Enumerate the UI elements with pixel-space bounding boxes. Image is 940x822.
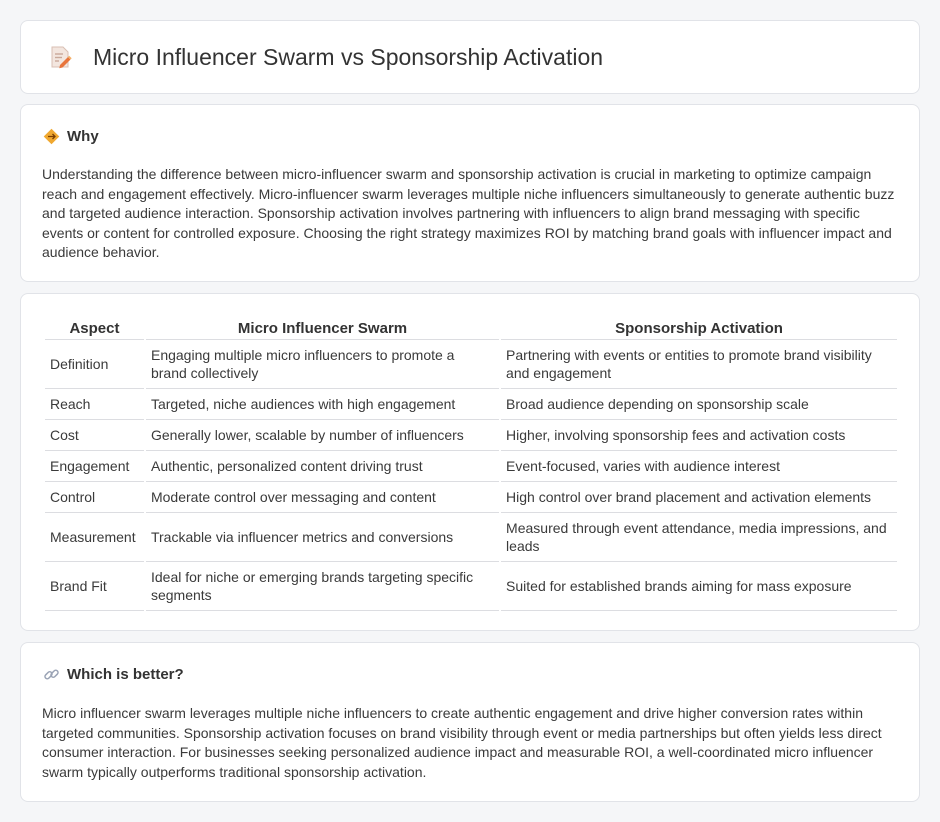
link-icon bbox=[43, 666, 60, 683]
diamond-arrows-icon bbox=[43, 128, 60, 145]
better-heading-label: Which is better? bbox=[67, 666, 184, 683]
aspect-cell: Cost bbox=[45, 420, 144, 451]
swarm-cell: Trackable via influencer metrics and conversions bbox=[146, 513, 499, 562]
swarm-cell: Targeted, niche audiences with high engagement bbox=[146, 389, 499, 420]
table-row bbox=[45, 451, 897, 482]
better-heading bbox=[43, 666, 184, 683]
swarm-cell: Ideal for niche or emerging brands targeting specific segments bbox=[146, 562, 499, 611]
aspect-cell: Control bbox=[45, 482, 144, 513]
sponsorship-cell: Measured through event attendance, media impressions, and leads bbox=[501, 513, 897, 562]
why-heading bbox=[43, 128, 99, 145]
table-row bbox=[45, 340, 897, 389]
aspect-cell: Engagement bbox=[45, 451, 144, 482]
aspect-cell: Brand Fit bbox=[45, 562, 144, 611]
why-text: Understanding the difference between micro-influencer swarm and sponsorship activation is crucial in marketing to optimize campaign reach and engagement effectively. Micro-influencer swarm leverages multiple niche influencers simultaneously to generate authentic buzz and targeted audience interaction. Sponsorship activation involves partnering with influencers to align brand messaging with specific events or content for controlled exposure. Choosing the right strategy maximizes ROI by matching brand goals with influencer impact and audience behavior. bbox=[42, 166, 895, 260]
aspect-cell: Measurement bbox=[45, 513, 144, 562]
comparison-table-card bbox=[20, 293, 920, 631]
swarm-cell: Moderate control over messaging and content bbox=[146, 482, 499, 513]
which-is-better-section bbox=[20, 642, 920, 802]
swarm-cell: Engaging multiple micro influencers to promote a brand collectively bbox=[146, 340, 499, 389]
sponsorship-cell: High control over brand placement and activation elements bbox=[501, 482, 897, 513]
sponsorship-cell: Broad audience depending on sponsorship scale bbox=[501, 389, 897, 420]
table-row bbox=[45, 562, 897, 611]
swarm-cell: Authentic, personalized content driving trust bbox=[146, 451, 499, 482]
title-card bbox=[20, 20, 920, 94]
why-heading-label: Why bbox=[67, 128, 99, 145]
sponsorship-cell: Suited for established brands aiming for mass exposure bbox=[501, 562, 897, 611]
comparison-table bbox=[43, 314, 899, 611]
sponsorship-cell: Event-focused, varies with audience interest bbox=[501, 451, 897, 482]
header-aspect: Aspect bbox=[45, 314, 144, 340]
document-pencil-icon bbox=[47, 44, 73, 70]
header-sponsorship-activation: Sponsorship Activation bbox=[501, 314, 897, 340]
aspect-cell: Definition bbox=[45, 340, 144, 389]
aspect-cell: Reach bbox=[45, 389, 144, 420]
sponsorship-cell: Higher, involving sponsorship fees and activation costs bbox=[501, 420, 897, 451]
table-row bbox=[45, 482, 897, 513]
table-row bbox=[45, 420, 897, 451]
page-title: Micro Influencer Swarm vs Sponsorship Activation bbox=[93, 43, 604, 70]
why-section bbox=[20, 104, 920, 282]
table-header-row bbox=[45, 314, 897, 340]
header-micro-influencer-swarm: Micro Influencer Swarm bbox=[146, 314, 499, 340]
better-text: Micro influencer swarm leverages multiple niche influencers to create authentic engagement and drive higher conversion rates within targeted communities. Sponsorship activation focuses on brand visibility through event or media partnerships but often yields less direct consumer interaction. For businesses seeking personalized audience impact and measurable ROI, a well-coordinated micro influencer swarm typically outperforms traditional sponsorship activation. bbox=[42, 705, 882, 780]
sponsorship-cell: Partnering with events or entities to promote brand visibility and engagement bbox=[501, 340, 897, 389]
table-row bbox=[45, 389, 897, 420]
swarm-cell: Generally lower, scalable by number of influencers bbox=[146, 420, 499, 451]
table-row bbox=[45, 513, 897, 562]
